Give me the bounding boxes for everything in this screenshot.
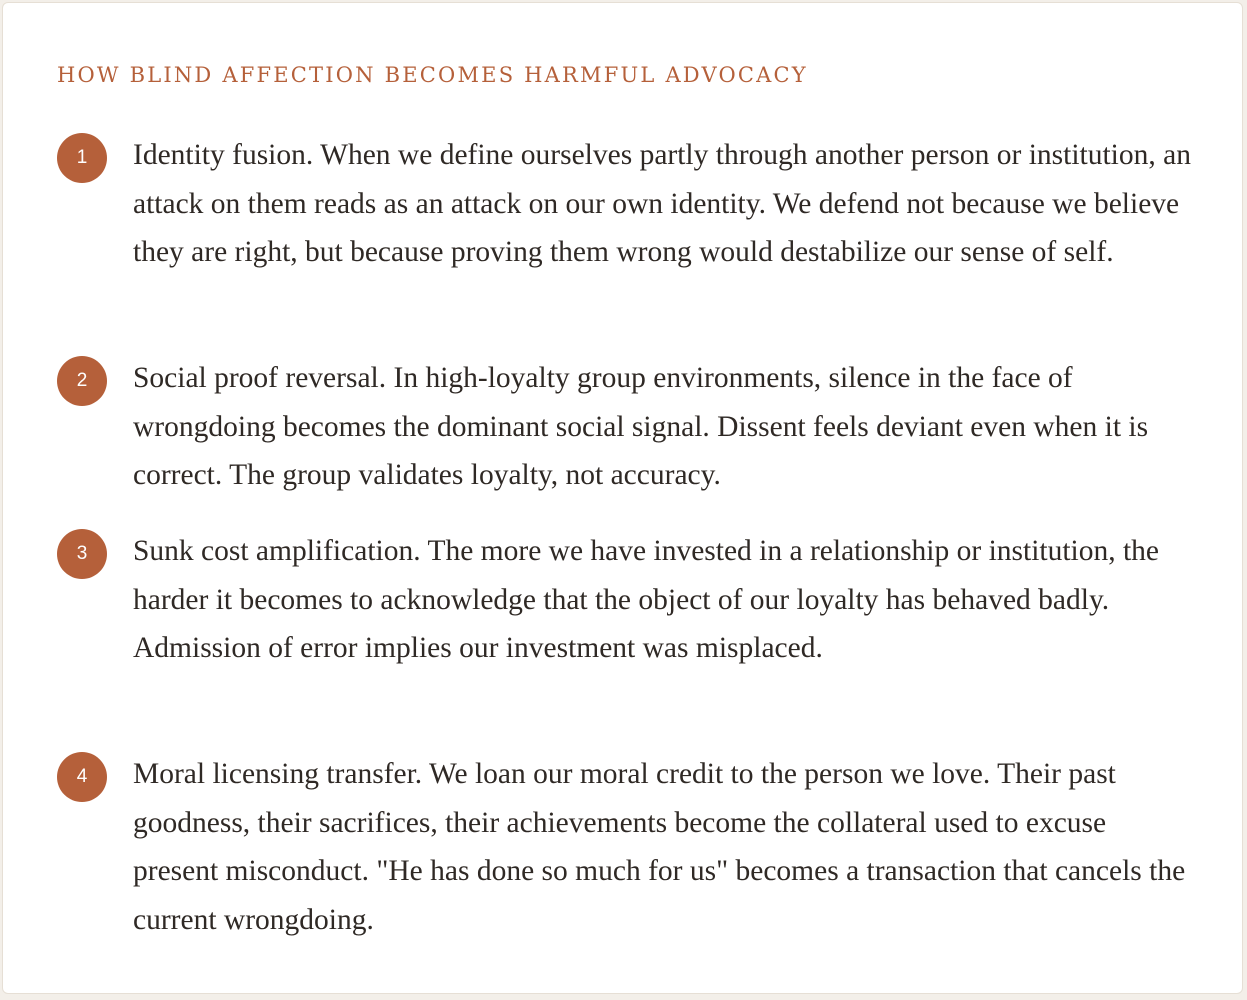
item-lead: Identity fusion.: [133, 139, 314, 171]
item-text: [133, 131, 1195, 277]
content-card: [2, 2, 1243, 994]
item-lead: Moral licensing transfer.: [133, 758, 423, 790]
number-badge: 2: [57, 356, 107, 406]
number-badge: 1: [57, 133, 107, 183]
number-badge: 4: [57, 752, 107, 802]
item-text: [133, 527, 1195, 673]
item-body: We loan our moral credit to the person we love. Their past goodness, their sacrifices, their achievements become the collateral used to excuse present misconduct. "He has done so much for us" becomes a transaction that cancels the current wrongdoing.: [133, 758, 1186, 936]
item-lead: Sunk cost amplification.: [133, 535, 421, 567]
number-badge: 3: [57, 529, 107, 579]
section-heading: HOW BLIND AFFECTION BECOMES HARMFUL ADVOCACY: [57, 63, 808, 87]
item-body: In high-loyalty group environments, silence in the face of wrongdoing becomes the dominant social signal. Dissent feels deviant even when it is correct. The group validates loyalty, not accuracy.: [133, 362, 1149, 491]
item-lead: Social proof reversal.: [133, 362, 387, 394]
item-text: [133, 354, 1195, 500]
item-body: The more we have invested in a relationship or institution, the harder it becomes to acknowledge that the object of our loyalty has behaved badly. Admission of error implies our investment was misplaced.: [133, 535, 1160, 664]
item-text: [133, 750, 1195, 944]
item-body: When we define ourselves partly through another person or institution, an attack on them reads as an attack on our own identity. We defend not because we believe they are right, but because proving them wrong would destabilize our sense of self.: [133, 139, 1191, 268]
